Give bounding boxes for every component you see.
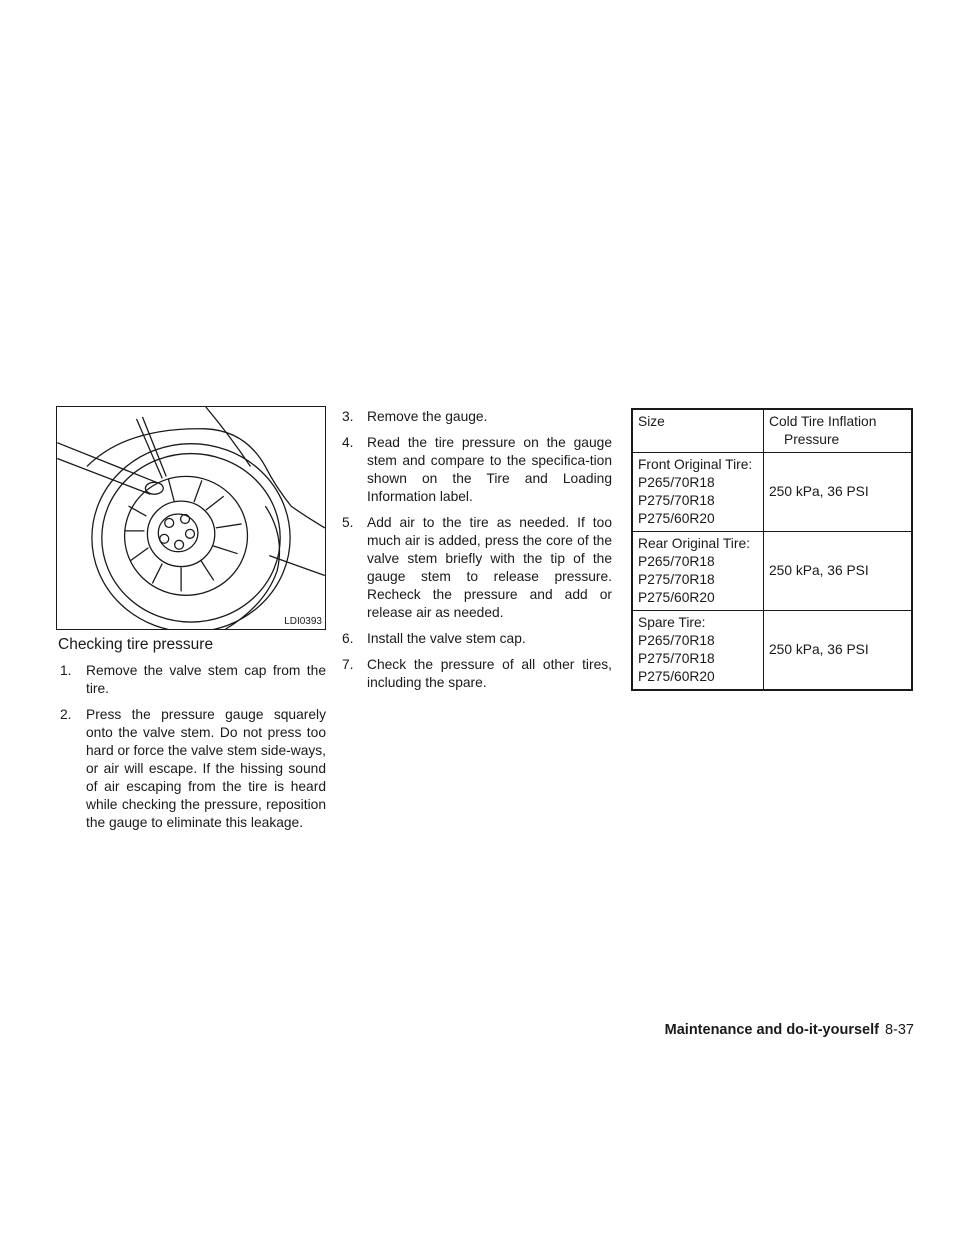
table-row bbox=[632, 453, 912, 532]
step-number: 1. bbox=[60, 663, 72, 678]
tire-gauge-drawing bbox=[57, 407, 325, 629]
tire-size-cell bbox=[632, 611, 764, 691]
table-header-row bbox=[632, 409, 912, 453]
tire-size: P275/60R20 bbox=[638, 590, 715, 605]
tire-size-cell bbox=[632, 453, 764, 532]
page-footer bbox=[665, 1022, 914, 1038]
header-pressure bbox=[764, 409, 913, 453]
step-3 bbox=[342, 408, 612, 426]
table-row bbox=[632, 611, 912, 691]
header-pressure-line2: Pressure bbox=[784, 432, 840, 447]
footer-section-title: Maintenance and do-it-yourself bbox=[664, 1022, 879, 1038]
step-text: Check the pressure of all other tires, including the spare. bbox=[367, 657, 612, 690]
figure-code: LDI0393 bbox=[284, 616, 322, 627]
step-number: 5. bbox=[342, 515, 354, 530]
tire-size: P275/70R18 bbox=[638, 651, 715, 666]
steps-column-1 bbox=[58, 662, 326, 840]
tire-pressure-table bbox=[631, 408, 913, 691]
page-number: 8-37 bbox=[884, 1022, 914, 1038]
tire-pressure-illustration bbox=[56, 406, 326, 630]
pressure-cell: 250 kPa, 36 PSI bbox=[764, 611, 913, 691]
step-text: Press the pressure gauge squarely onto the valve stem. Do not press too hard or force the valve stem side-ways, or air will escape. If the hissing sound of air escaping from the tire is heard while checking the pressure, reposition the gauge to eliminate this leakage. bbox=[86, 707, 327, 830]
step-4 bbox=[342, 434, 612, 506]
step-1 bbox=[58, 662, 326, 698]
step-number: 4. bbox=[342, 435, 354, 450]
section-heading: Checking tire pressure bbox=[58, 636, 214, 653]
tire-size: P265/70R18 bbox=[638, 633, 715, 648]
step-text: Remove the gauge. bbox=[367, 409, 488, 424]
step-2 bbox=[58, 706, 326, 832]
step-text: Install the valve stem cap. bbox=[367, 631, 526, 646]
step-number: 2. bbox=[60, 707, 72, 722]
step-text: Remove the valve stem cap from the tire. bbox=[86, 663, 326, 696]
step-6 bbox=[342, 630, 612, 648]
step-text: Add air to the tire as needed. If too much air is added, press the core of the valve stem briefly with the tip of the gauge stem to release pressure. Recheck the pressure and add or release air as needed. bbox=[367, 515, 612, 620]
table-row bbox=[632, 532, 912, 611]
tire-size-cell bbox=[632, 532, 764, 611]
steps-column-2 bbox=[342, 408, 612, 700]
step-7 bbox=[342, 656, 612, 692]
tire-label: Front Original Tire: bbox=[638, 457, 753, 472]
pressure-cell: 250 kPa, 36 PSI bbox=[764, 532, 913, 611]
step-number: 3. bbox=[342, 409, 354, 424]
tire-size: P275/60R20 bbox=[638, 511, 715, 526]
step-number: 6. bbox=[342, 631, 354, 646]
tire-label: Spare Tire: bbox=[638, 615, 706, 630]
step-number: 7. bbox=[342, 657, 354, 672]
step-5 bbox=[342, 514, 612, 622]
tire-size: P275/70R18 bbox=[638, 493, 715, 508]
header-pressure-line1: Cold Tire Inflation bbox=[769, 414, 877, 429]
pressure-cell: 250 kPa, 36 PSI bbox=[764, 453, 913, 532]
tire-size: P275/70R18 bbox=[638, 572, 715, 587]
tire-size: P265/70R18 bbox=[638, 475, 715, 490]
step-text: Read the tire pressure on the gauge stem and compare to the specifica-tion shown on the Tire and Loading Information label. bbox=[367, 435, 612, 504]
tire-size: P275/60R20 bbox=[638, 669, 715, 684]
tire-label: Rear Original Tire: bbox=[638, 536, 750, 551]
tire-size: P265/70R18 bbox=[638, 554, 715, 569]
header-size: Size bbox=[632, 409, 764, 453]
